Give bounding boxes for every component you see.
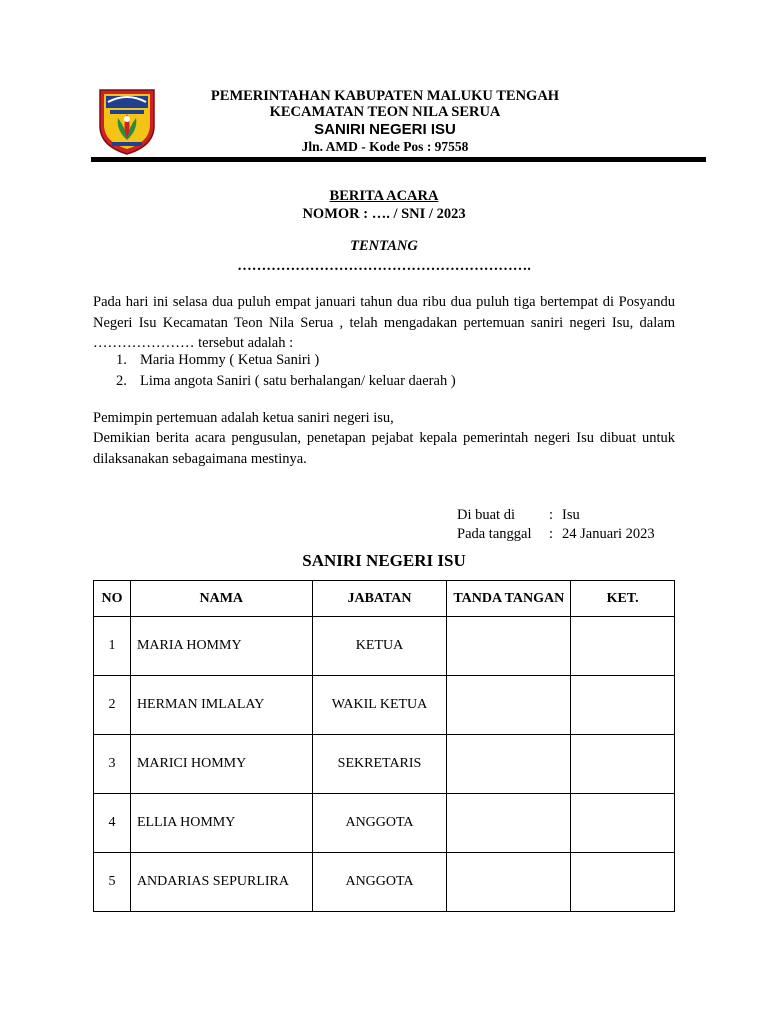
document-title: BERITA ACARA [329, 188, 439, 204]
table-title: SANIRI NEGERI ISU [302, 551, 466, 570]
cell-nama: ANDARIAS SEPURLIRA [130, 853, 312, 912]
cell-jabatan: WAKIL KETUA [312, 676, 447, 735]
document-subject-label: TENTANG [350, 238, 418, 254]
cell-no: 5 [94, 853, 131, 912]
place-label: Di buat di [457, 507, 515, 523]
cell-tanda-tangan [447, 735, 571, 794]
cell-nama: MARIA HOMMY [130, 617, 312, 676]
list-item [116, 371, 456, 392]
header-ket: KET. [571, 581, 675, 617]
document-subject-placeholder: ……………………………………………………. [237, 258, 531, 274]
document-number: NOMOR : …. / SNI / 2023 [302, 206, 466, 222]
date-label: Pada tanggal [457, 525, 532, 542]
cell-ket [571, 617, 675, 676]
letterhead-village-name: SANIRI NEGERI ISU [314, 121, 456, 138]
cell-jabatan: KETUA [312, 617, 447, 676]
members-table [93, 580, 675, 912]
list-item-number: 2. [116, 372, 127, 389]
cell-nama: ELLIA HOMMY [130, 794, 312, 853]
list-item [116, 350, 456, 371]
letterhead-government-name: PEMERINTAHAN KABUPATEN MALUKU TENGAH [210, 88, 560, 104]
cell-jabatan: ANGGOTA [312, 794, 447, 853]
table-row [94, 735, 675, 794]
header-jabatan: JABATAN [312, 581, 447, 617]
list-item-text: Lima angota Saniri ( satu berhalangan/ keluar daerah ) [140, 372, 456, 389]
header-nama: NAMA [130, 581, 312, 617]
table-row [94, 617, 675, 676]
opening-paragraph: Pada hari ini selasa dua puluh empat januari tahun dua ribu dua puluh tiga bertempat di Posyandu Negeri Isu Kecamatan Teon Nila Serua , telah mengadakan pertemuan saniri negeri Isu, dalam ………………… tersebut adalah : [93, 294, 675, 351]
regency-crest-shield-icon [96, 86, 158, 156]
header-no: NO [94, 581, 131, 617]
cell-tanda-tangan [447, 617, 571, 676]
cell-ket [571, 676, 675, 735]
cell-nama: MARICI HOMMY [130, 735, 312, 794]
table-header-row [94, 581, 675, 617]
date-colon: : [549, 525, 554, 542]
list-item-text: Maria Hommy ( Ketua Saniri ) [140, 352, 320, 368]
cell-ket [571, 735, 675, 794]
closing-paragraph: Demikian berita acara pengusulan, penetapan pejabat kepala pemerintah negeri Isu dibuat untuk dilaksanakan sebagaimana mestinya. [93, 430, 675, 467]
letterhead-district-name: KECAMATAN TEON NILA SERUA [269, 104, 501, 120]
attendee-list [116, 350, 456, 391]
cell-no: 3 [94, 735, 131, 794]
cell-tanda-tangan [447, 794, 571, 853]
place-row [457, 506, 655, 525]
date-value: 24 Januari 2023 [562, 525, 655, 542]
cell-ket [571, 853, 675, 912]
place-value: Isu [562, 507, 580, 523]
place-date-block [457, 506, 655, 543]
list-item-number: 1. [116, 352, 127, 368]
date-row [457, 525, 655, 544]
cell-no: 1 [94, 617, 131, 676]
leader-paragraph: Pemimpin pertemuan adalah ketua saniri negeri isu, [93, 410, 394, 426]
cell-jabatan: SEKRETARIS [312, 735, 447, 794]
table-row [94, 853, 675, 912]
cell-no: 2 [94, 676, 131, 735]
cell-nama: HERMAN IMLALAY [130, 676, 312, 735]
place-colon: : [549, 507, 554, 523]
letterhead-divider [91, 157, 706, 162]
cell-no: 4 [94, 794, 131, 853]
cell-tanda-tangan [447, 853, 571, 912]
cell-jabatan: ANGGOTA [312, 853, 447, 912]
table-row [94, 676, 675, 735]
table-row [94, 794, 675, 853]
letterhead-address: Jln. AMD - Kode Pos : 97558 [301, 139, 469, 154]
cell-tanda-tangan [447, 676, 571, 735]
header-tanda-tangan: TANDA TANGAN [447, 581, 571, 617]
cell-ket [571, 794, 675, 853]
